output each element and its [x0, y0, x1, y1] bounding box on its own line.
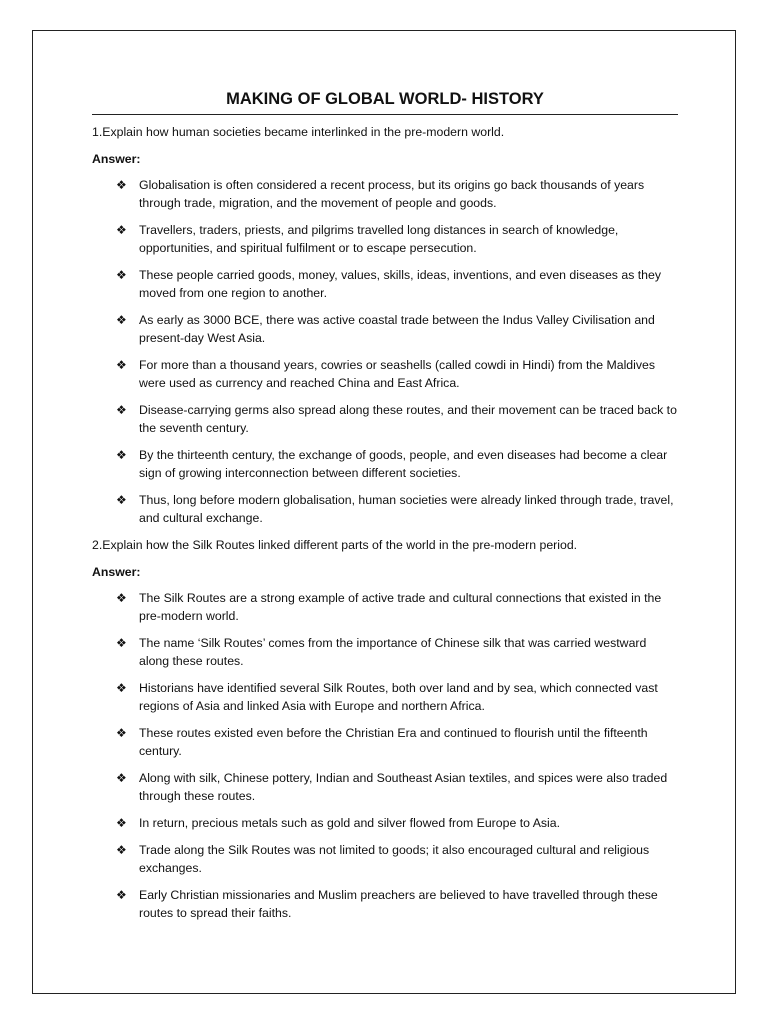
- list-item: [92, 814, 678, 832]
- answer-points-list: [92, 589, 678, 922]
- list-item: [92, 841, 678, 877]
- diamond-bullet-icon: ❖: [116, 771, 127, 785]
- diamond-bullet-icon: ❖: [116, 268, 127, 282]
- list-item-text: In return, precious metals such as gold and silver flowed from Europe to Asia.: [139, 816, 561, 830]
- list-item-text: Along with silk, Chinese pottery, Indian and Southeast Asian textiles, and spices were also traded through these routes.: [139, 771, 668, 803]
- document-body: [92, 88, 678, 931]
- diamond-bullet-icon: ❖: [116, 681, 127, 695]
- list-item-text: Disease-carrying germs also spread along these routes, and their movement can be traced back to the seventh century.: [139, 403, 677, 435]
- diamond-bullet-icon: ❖: [116, 888, 127, 902]
- list-item-text: As early as 3000 BCE, there was active coastal trade between the Indus Valley Civilisation and present-day West Asia.: [139, 313, 655, 345]
- question-1: 1.Explain how human societies became interlinked in the pre-modern world.: [92, 125, 505, 139]
- diamond-bullet-icon: ❖: [116, 223, 127, 237]
- diamond-bullet-icon: ❖: [116, 636, 127, 650]
- list-item: [92, 176, 678, 212]
- diamond-bullet-icon: ❖: [116, 843, 127, 857]
- answer-points-list: [92, 176, 678, 527]
- list-item: [92, 886, 678, 922]
- list-item: [92, 311, 678, 347]
- list-item-text: Travellers, traders, priests, and pilgrims travelled long distances in search of knowledge, opportunities, and spiritual fulfilment or to escape persecution.: [139, 223, 619, 255]
- list-item-text: Historians have identified several Silk Routes, both over land and by sea, which connected vast regions of Asia and linked Asia with Europe and northern Africa.: [139, 681, 658, 713]
- list-item: [92, 679, 678, 715]
- list-item: [92, 724, 678, 760]
- list-item-text: By the thirteenth century, the exchange of goods, people, and even diseases had become a clear sign of growing interconnection between different societies.: [139, 448, 668, 480]
- document-title: MAKING OF GLOBAL WORLD- HISTORY: [226, 90, 544, 108]
- diamond-bullet-icon: ❖: [116, 313, 127, 327]
- title-underline: [92, 114, 678, 115]
- diamond-bullet-icon: ❖: [116, 178, 127, 192]
- diamond-bullet-icon: ❖: [116, 726, 127, 740]
- list-item: [92, 221, 678, 257]
- list-item-text: These people carried goods, money, values, skills, ideas, inventions, and even diseases as they moved from one region to another.: [139, 268, 662, 300]
- list-item: [92, 446, 678, 482]
- question-sections: [92, 123, 678, 922]
- list-item-text: The name ‘Silk Routes’ comes from the importance of Chinese silk that was carried westward along these routes.: [139, 636, 647, 668]
- list-item: [92, 401, 678, 437]
- list-item-text: Trade along the Silk Routes was not limited to goods; it also encouraged cultural and religious exchanges.: [139, 843, 650, 875]
- list-item: [92, 356, 678, 392]
- diamond-bullet-icon: ❖: [116, 448, 127, 462]
- list-item: [92, 769, 678, 805]
- list-item: [92, 589, 678, 625]
- answer-label: Answer:: [92, 565, 141, 579]
- list-item-text: The Silk Routes are a strong example of active trade and cultural connections that existed in the pre-modern world.: [139, 591, 662, 623]
- question-2: 2.Explain how the Silk Routes linked different parts of the world in the pre-modern period.: [92, 538, 578, 552]
- list-item-text: Early Christian missionaries and Muslim preachers are believed to have travelled through these routes to spread their faiths.: [139, 888, 658, 920]
- list-item-text: These routes existed even before the Christian Era and continued to flourish until the fifteenth century.: [139, 726, 648, 758]
- diamond-bullet-icon: ❖: [116, 816, 127, 830]
- answer-label: Answer:: [92, 152, 141, 166]
- list-item-text: Globalisation is often considered a recent process, but its origins go back thousands of years through trade, migration, and the movement of people and goods.: [139, 178, 645, 210]
- list-item-text: For more than a thousand years, cowries or seashells (called cowdi in Hindi) from the Maldives were used as currency and reached China and East Africa.: [139, 358, 656, 390]
- list-item: [92, 491, 678, 527]
- diamond-bullet-icon: ❖: [116, 358, 127, 372]
- diamond-bullet-icon: ❖: [116, 493, 127, 507]
- list-item: [92, 266, 678, 302]
- list-item: [92, 634, 678, 670]
- diamond-bullet-icon: ❖: [116, 591, 127, 605]
- list-item-text: Thus, long before modern globalisation, human societies were already linked through trade, travel, and cultural exchange.: [139, 493, 674, 525]
- diamond-bullet-icon: ❖: [116, 403, 127, 417]
